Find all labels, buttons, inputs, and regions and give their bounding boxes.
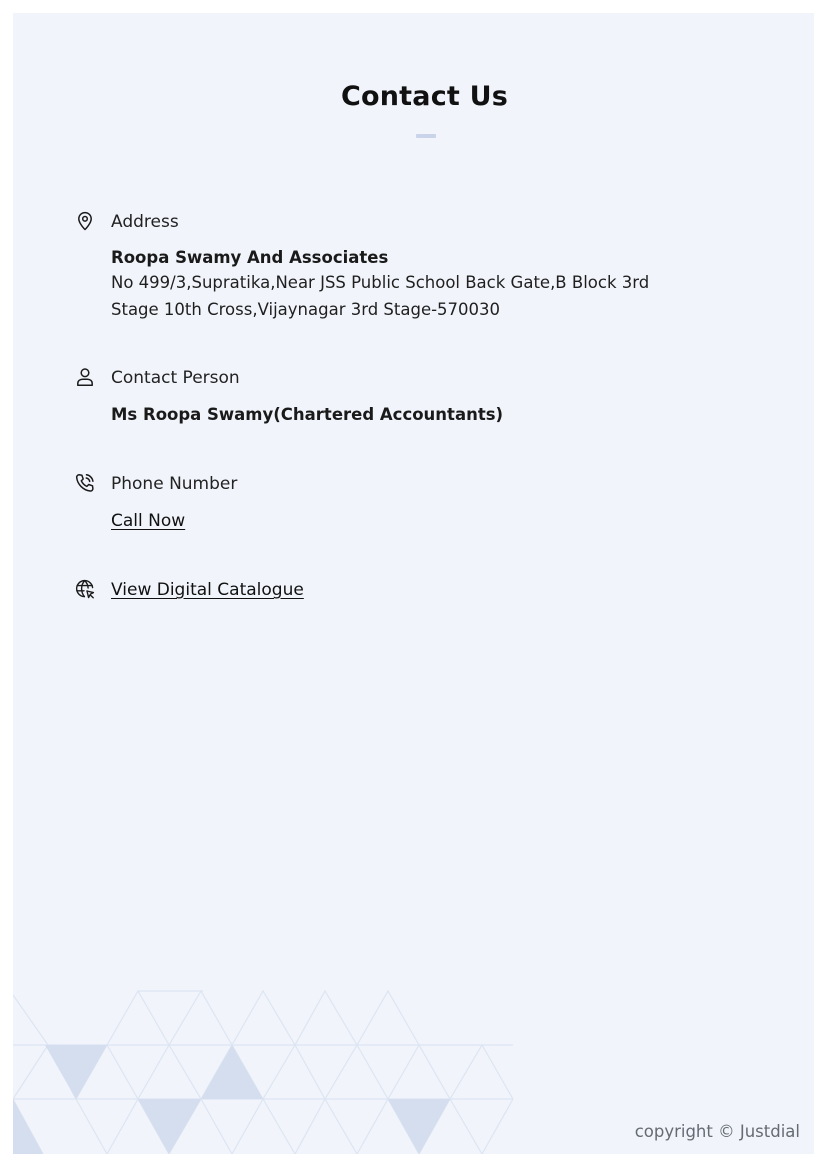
copyright-text: copyright © Justdial [634, 1122, 800, 1141]
title-underline-bar [416, 134, 436, 138]
address-line-2: Stage 10th Cross,Vijaynagar 3rd Stage-570030 [111, 300, 501, 319]
location-pin-icon [75, 211, 95, 231]
phone-icon [75, 473, 95, 493]
globe-cursor-icon [75, 579, 95, 599]
call-now-link[interactable]: Call Now [111, 511, 186, 531]
address-label: Address [111, 212, 179, 232]
business-name: Roopa Swamy And Associates [111, 248, 389, 267]
address-line-1: No 499/3,Supratika,Near JSS Public School Back Gate,B Block 3rd [111, 273, 650, 292]
phone-number-label: Phone Number [111, 474, 238, 494]
contact-page [13, 13, 814, 1154]
person-icon [75, 367, 95, 387]
view-digital-catalogue-link[interactable]: View Digital Catalogue [111, 580, 304, 600]
decorative-triangle-pattern [13, 990, 533, 1154]
contact-person-name: Ms Roopa Swamy(Chartered Accountants) [111, 405, 504, 424]
address-text [111, 269, 671, 323]
contact-person-label: Contact Person [111, 368, 240, 388]
page-title: Contact Us [340, 81, 509, 112]
